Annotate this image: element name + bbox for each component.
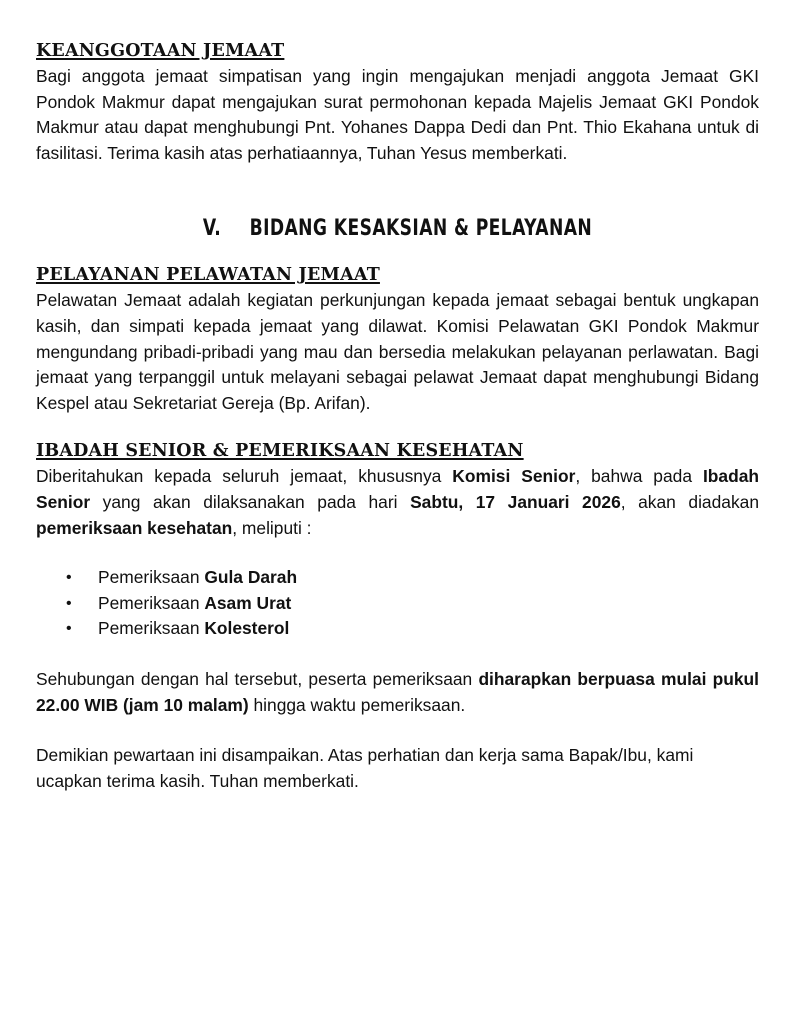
section-heading: PELAYANAN PELAWATAN JEMAAT	[36, 265, 380, 286]
text: Pemeriksaan	[98, 618, 205, 639]
bullet-icon: •	[66, 569, 72, 587]
exam-list	[36, 565, 759, 642]
list-item	[36, 616, 759, 642]
bold-text: diharapkan berpuasa mulai pukul 22.00 WIB (jam 10 malam)	[36, 668, 759, 715]
bullet-icon: •	[66, 620, 72, 638]
text: , akan diadakan	[620, 491, 759, 512]
intro-paragraph	[36, 464, 759, 541]
closing-paragraph: Demikian pewartaan ini disampaikan. Atas perhatian dan kerja sama Bapak/Ibu, kami ucapkan terima kasih. Tuhan memberkati.	[36, 745, 694, 791]
document-page	[36, 38, 759, 794]
bold-text: Komisi Senior	[452, 466, 576, 487]
list-item	[36, 565, 759, 591]
bold-text: Gula Darah	[204, 567, 298, 588]
section-ibadah-senior	[36, 438, 759, 794]
text: Pemeriksaan	[98, 592, 205, 613]
text: Sehubungan dengan hal tersebut, peserta pemeriksaan	[36, 668, 479, 689]
bold-text: Asam Urat	[204, 592, 292, 613]
fasting-paragraph	[36, 667, 759, 718]
chapter-title-text: BIDANG KESAKSIAN & PELAYANAN	[249, 216, 593, 242]
section-heading: KEANGGOTAAN JEMAAT	[36, 41, 285, 61]
text: Diberitahukan kepada seluruh jemaat, khususnya	[36, 466, 453, 487]
text: yang akan dilaksanakan pada hari	[90, 491, 411, 512]
text: Pemeriksaan	[98, 567, 205, 588]
section-body: Bagi anggota jemaat simpatisan yang ingin mengajukan menjadi anggota Jemaat GKI Pondok Makmur dapat mengajukan surat permohonan kepada Majelis Jemaat GKI Pondok Makmur atau dapat menghubungi Pnt. Yohanes Dappa Dedi dan Pnt. Thio Ekahana untuk di fasilitasi. Terima kasih atas perhatiaannya, Tuhan Yesus memberkati.	[36, 66, 759, 163]
text: hingga waktu pemeriksaan.	[248, 694, 466, 715]
section-heading: IBADAH SENIOR & PEMERIKSAAN KESEHATAN	[36, 441, 524, 462]
section-keanggotaan-jemaat	[36, 38, 759, 166]
chapter-title	[116, 214, 680, 244]
bold-text: Kolesterol	[204, 618, 290, 639]
text: , bahwa pada	[575, 466, 703, 487]
bold-text: Ibadah Senior	[36, 466, 759, 512]
section-body: Pelawatan Jemaat adalah kegiatan perkunjungan kepada jemaat sebagai bentuk ungkapan kasih, dan simpati kepada jemaat yang dilawat. Komisi Pelawatan GKI Pondok Makmur mengundang pribadi-pribadi yang mau dan bersedia melakukan pelayanan perlawatan. Bagi jemaat yang terpanggil untuk melayani sebagai pelawat Jemaat dapat menghubungi Bidang Kespel atau Sekretariat Gereja (Bp. Arifan).	[36, 290, 759, 413]
list-item	[36, 591, 759, 617]
chapter-number: V.	[202, 216, 222, 242]
bold-text: Sabtu, 17 Januari 2026	[410, 491, 621, 512]
bullet-icon: •	[66, 594, 72, 612]
bold-text: pemeriksaan kesehatan	[36, 517, 233, 538]
text: , meliputi :	[232, 517, 312, 538]
section-pelayanan-pelawatan	[36, 262, 759, 416]
